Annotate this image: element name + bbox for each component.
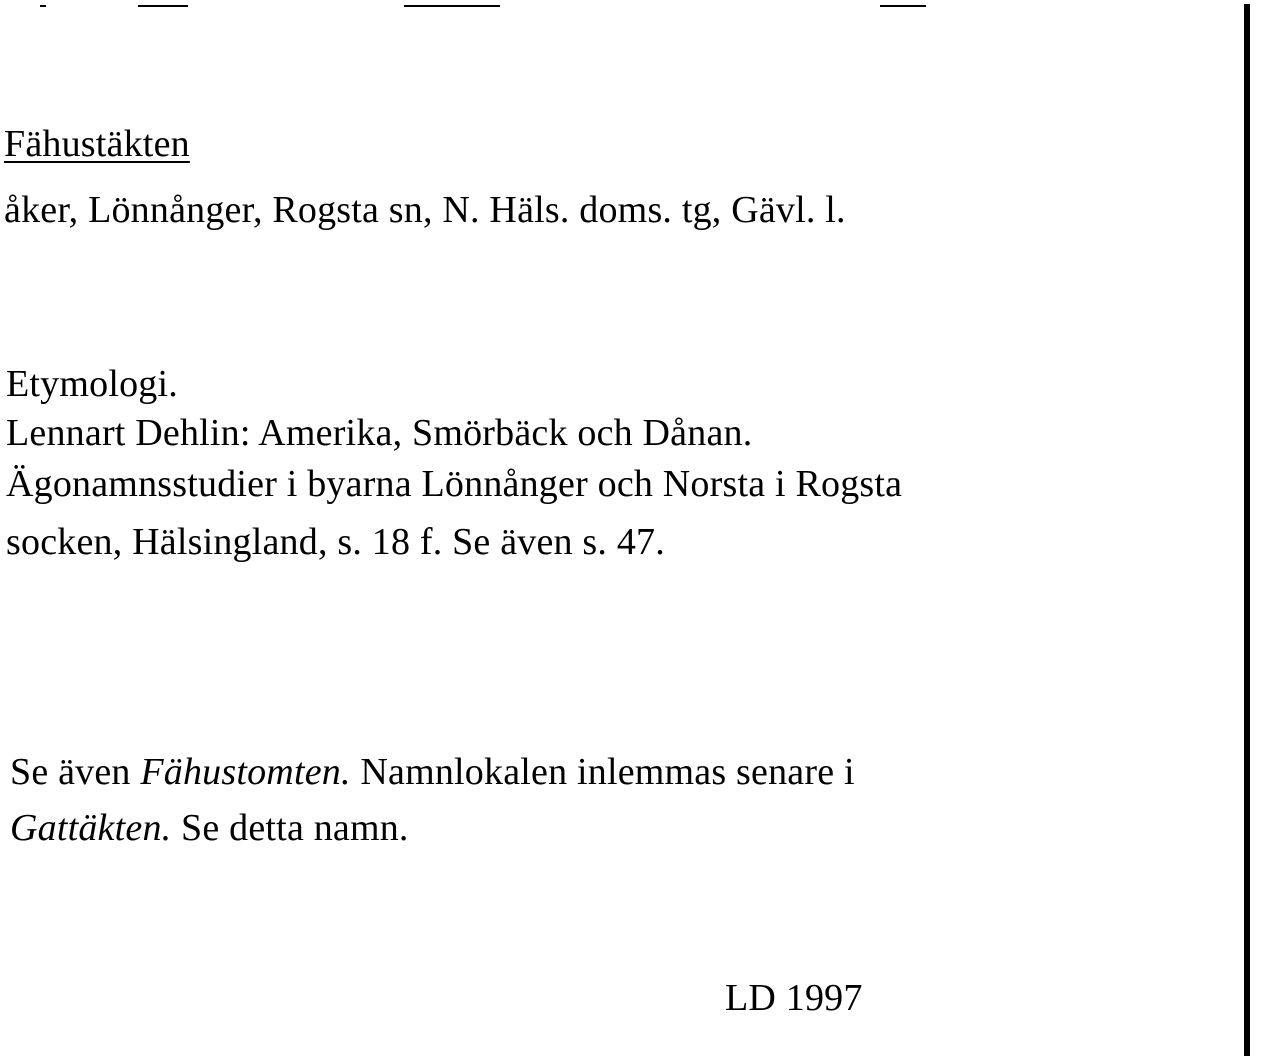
- headword: Fähustäkten: [4, 123, 190, 165]
- reference-line-1: Lennart Dehlin: Amerika, Smörbäck och Dånan.: [6, 412, 753, 454]
- scan-mark: [138, 5, 188, 7]
- etymology-label: Etymologi.: [6, 363, 178, 405]
- signature: LD 1997: [725, 977, 863, 1019]
- see-also-suffix: Namnlokalen inlemmas senare i: [350, 751, 855, 793]
- scan-mark: [404, 5, 500, 7]
- see-also-ref-gattakten: Gattäkten.: [10, 807, 172, 849]
- see-also-line-2: [10, 806, 409, 850]
- see-also-ref-fahustomten: Fähustomten.: [140, 751, 351, 793]
- see-also-line-1: [10, 750, 855, 794]
- scan-mark: [40, 5, 46, 7]
- card-edge-border: [1244, 4, 1250, 1056]
- reference-line-2: Ägonamnsstudier i byarna Lönnånger och Norsta i Rogsta: [6, 463, 903, 505]
- reference-line-3: socken, Hälsingland, s. 18 f. Se även s. 47.: [6, 521, 665, 563]
- see-also-prefix: Se även: [10, 751, 141, 793]
- definition: åker, Lönnånger, Rogsta sn, N. Häls. doms. tg, Gävl. l.: [4, 189, 846, 231]
- see-also-line-2-suffix: Se detta namn.: [171, 807, 409, 849]
- scan-mark: [880, 5, 926, 7]
